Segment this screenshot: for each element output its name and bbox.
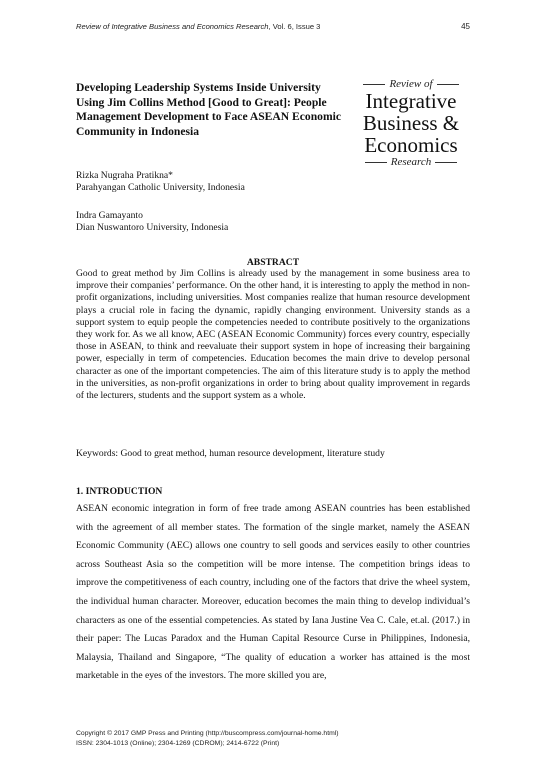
logo-word-integrative: Integrative xyxy=(365,89,457,113)
author-name: Rizka Nugraha Pratikna* xyxy=(76,170,173,181)
section-heading-introduction: 1. INTRODUCTION xyxy=(76,486,163,497)
logo-top-line: Review of xyxy=(352,78,470,90)
author-2 xyxy=(76,210,245,235)
logo-bottom-line: Research xyxy=(352,156,470,168)
author-name: Indra Gamayanto xyxy=(76,209,143,221)
journal-logo xyxy=(352,78,470,168)
abstract-heading: ABSTRACT xyxy=(246,257,300,268)
author-1 xyxy=(76,170,245,195)
introduction-text: ASEAN economic integration in form of free trade among ASEAN countries has been established with the agreement of all member states. The formation of the single market, namely the ASEAN Economic Community (AEC) allows one country to sell goods and services easily to other countries across Southeast Asia so the competition will be more intense. The competition brings ideas to improve the competitiveness of each country, including one of the factors that drive the wheel system, the individual human character. Moreover, education becomes the main thing to develop individual’s characters as one of the essential competencies. As stated by Iana Justine Vea C. Cale, et.al. (2017.) in their paper: The Lucas Paradox and the Human Capital Resource Curse in Philippines, Indonesia, Malaysia, Thailand and Singapore, “The quality of education a worker has attained is the most marketable in the eyes of the investors. The more skilled you are, xyxy=(76,503,470,682)
keywords: Keywords: Good to great method, human resource development, literature study xyxy=(76,448,385,459)
journal-name xyxy=(76,22,320,31)
author-affiliation: Parahyangan Catholic University, Indonesia xyxy=(76,182,245,194)
logo-word-business: Business & xyxy=(362,111,460,135)
paper-title: Developing Leadership Systems Inside University Using Jim Collins Method [Good to Great]: People Management Development to Face ASEAN Economic Community in Indonesia xyxy=(76,81,342,138)
issn-line: ISSN: 2304-1013 (Online); 2304-1269 (CDROM); 2414-6722 (Print) xyxy=(76,740,280,747)
journal-title: Review of Integrative Business and Economics Research xyxy=(76,22,269,31)
author-block xyxy=(76,170,245,235)
copyright-line: Copyright © 2017 GMP Press and Printing (http://buscompress.com/journal-home.html) xyxy=(76,730,339,737)
abstract-text: Good to great method by Jim Collins is already used by the management in some business area to improve their companies’ performance. On the other hand, it is interesting to apply the method in non-profit organizations, including universities. Most companies realize that human resource development plays a crucial role in facing the dynamic, rapidly changing environment. University stands as a support system to equip people the competencies needed to contribute positively to the organizations they work for. As we all know, AEC (ASEAN Economic Community) forces every country, especially those in ASEAN, to think and reevaluate their support system in hope of increasing their bargaining power, especially in term of competencies. Education becomes the main drive to develop personal character as one of the important competencies. The aim of this literature study is to apply the method in the universities, as non-profit organizations in order to bring about quality improvement in regards of the lecturers, students and the support system as a whole. xyxy=(76,268,470,402)
logo-word-economics: Economics xyxy=(364,133,458,157)
author-affiliation: Dian Nuswantoro University, Indonesia xyxy=(76,222,229,234)
page-number: 45 xyxy=(461,22,470,31)
journal-issue: , Vol. 6, Issue 3 xyxy=(268,22,321,31)
copyright-footer xyxy=(76,729,339,749)
